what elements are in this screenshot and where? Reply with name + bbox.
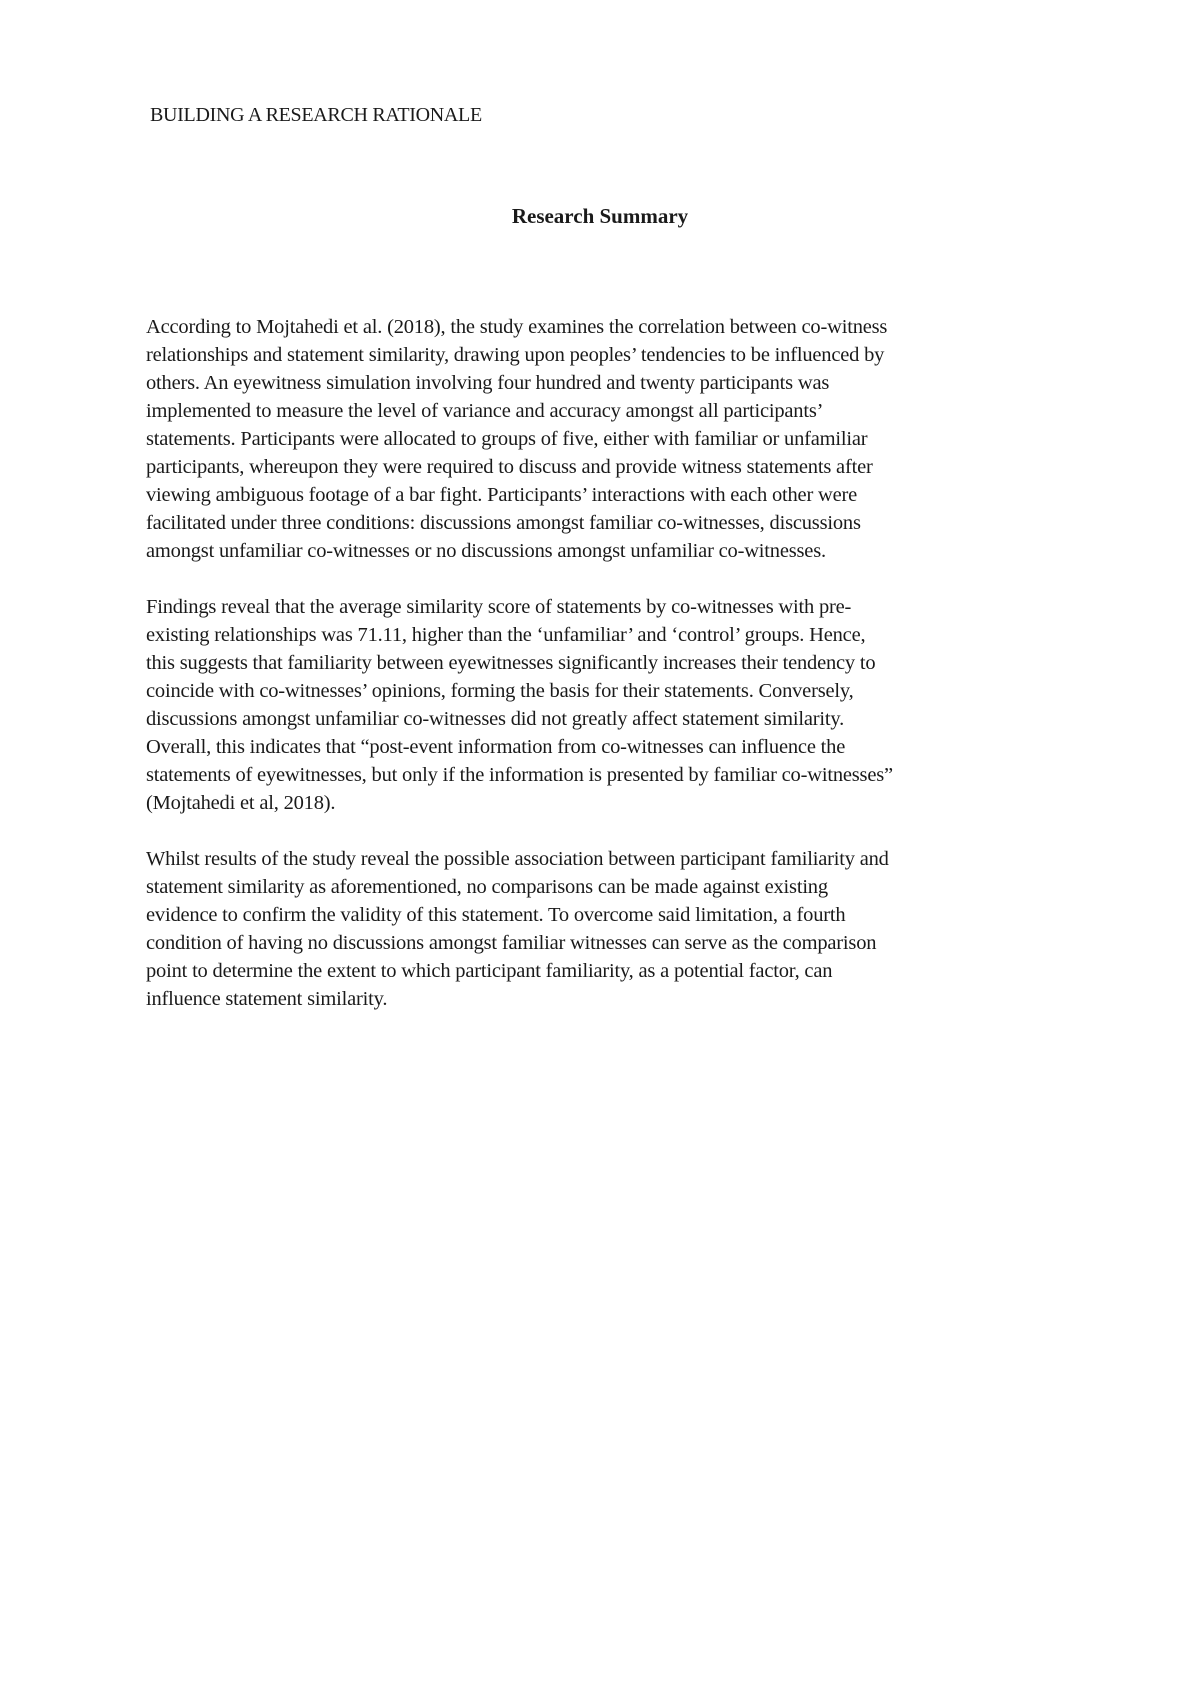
text-line: statements of eyewitnesses, but only if the information is presented by familiar co-witnesses” <box>146 764 893 786</box>
text-line: existing relationships was 71.11, higher than the ‘unfamiliar’ and ‘control’ groups. Hence, <box>146 624 866 646</box>
running-head: BUILDING A RESEARCH RATIONALE <box>150 104 482 126</box>
text-line: relationships and statement similarity, drawing upon peoples’ tendencies to be influenced by <box>146 344 885 366</box>
text-line: Findings reveal that the average similarity score of statements by co-witnesses with pre- <box>146 596 852 618</box>
text-line: According to Mojtahedi et al. (2018), the study examines the correlation between co-witness <box>146 316 888 338</box>
text-line: implemented to measure the level of variance and accuracy amongst all participants’ <box>146 400 824 422</box>
text-line: Overall, this indicates that “post-event information from co-witnesses can influence the <box>146 736 846 758</box>
text-line: facilitated under three conditions: discussions amongst familiar co-witnesses, discussions <box>146 512 861 534</box>
text-line: discussions amongst unfamiliar co-witnesses did not greatly affect statement similarity. <box>146 708 845 730</box>
page-title: Research Summary <box>511 204 689 228</box>
text-line: amongst unfamiliar co-witnesses or no discussions amongst unfamiliar co-witnesses. <box>146 540 826 562</box>
text-line: viewing ambiguous footage of a bar fight. Participants’ interactions with each other were <box>146 484 858 506</box>
text-line: coincide with co-witnesses’ opinions, forming the basis for their statements. Conversely, <box>146 680 854 702</box>
text-line: influence statement similarity. <box>146 988 388 1010</box>
text-line: statement similarity as aforementioned, no comparisons can be made against existing <box>146 876 828 898</box>
text-line: (Mojtahedi et al, 2018). <box>146 792 336 814</box>
text-line: Whilst results of the study reveal the possible association between participant familiarity and <box>146 848 889 870</box>
text-line: others. An eyewitness simulation involving four hundred and twenty participants was <box>146 372 830 394</box>
body-text <box>146 313 1066 1041</box>
text-line: condition of having no discussions amongst familiar witnesses can serve as the comparison <box>146 932 877 954</box>
paragraph-1 <box>146 313 1066 565</box>
text-line: participants, whereupon they were required to discuss and provide witness statements after <box>146 456 873 478</box>
paragraph-3 <box>146 845 1066 1013</box>
text-line: statements. Participants were allocated to groups of five, either with familiar or unfamiliar <box>146 428 868 450</box>
text-line: this suggests that familiarity between eyewitnesses significantly increases their tendency to <box>146 652 876 674</box>
text-line: evidence to confirm the validity of this statement. To overcome said limitation, a fourth <box>146 904 846 926</box>
text-line: point to determine the extent to which participant familiarity, as a potential factor, can <box>146 960 833 982</box>
paragraph-2 <box>146 593 1066 817</box>
